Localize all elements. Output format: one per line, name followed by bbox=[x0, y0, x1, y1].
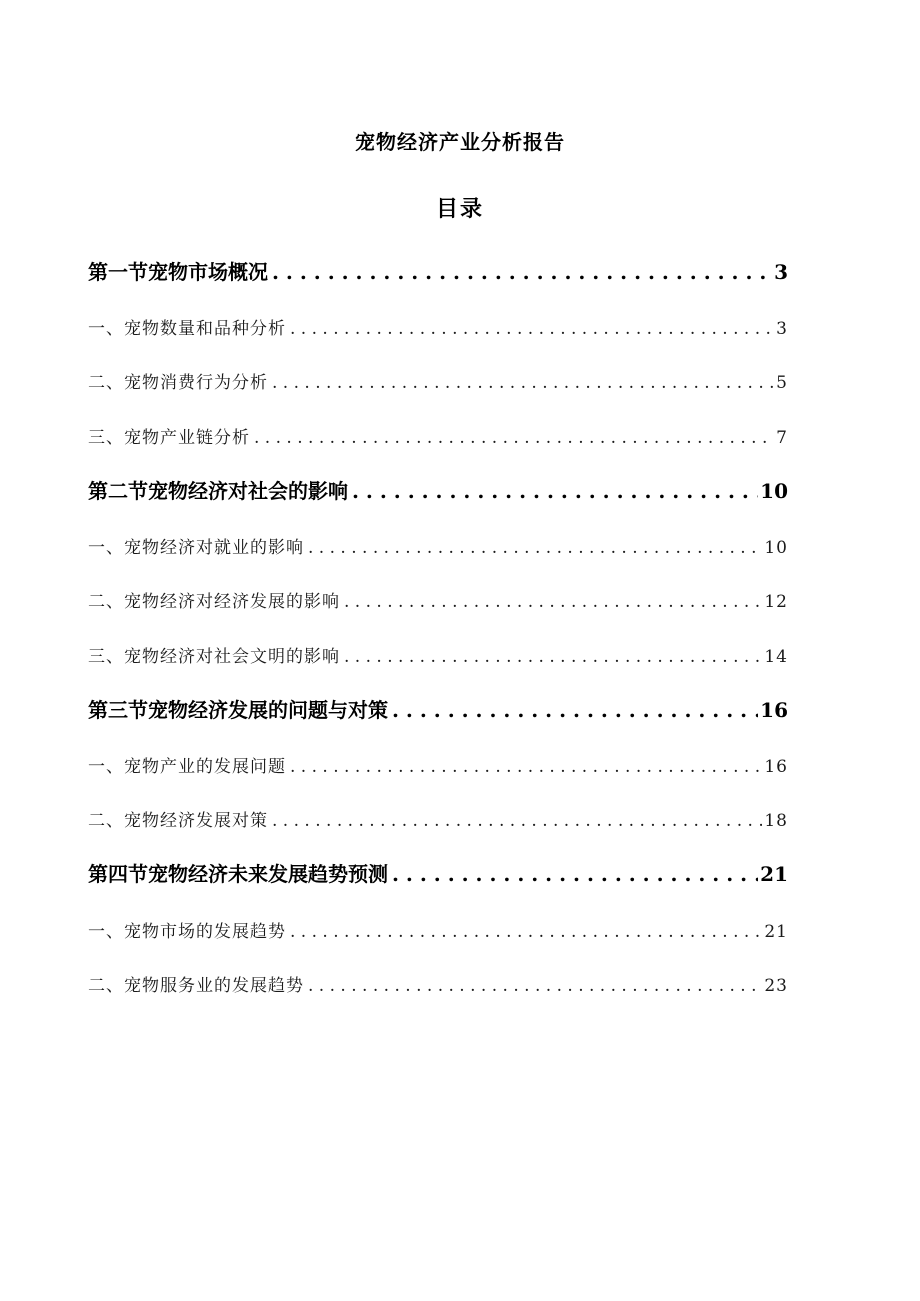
toc-entry-section-1[interactable] bbox=[88, 256, 788, 285]
toc-heading: 目录 bbox=[435, 196, 484, 222]
toc-entry-page: 18 bbox=[764, 811, 788, 831]
toc-entry-label: 一、宠物数量和品种分析 bbox=[88, 319, 286, 339]
toc-entry-subsection-2-1[interactable] bbox=[88, 533, 788, 558]
toc-entry-label: 二、宠物消费行为分析 bbox=[88, 373, 268, 393]
toc-dot-leader bbox=[392, 862, 758, 886]
toc-entry-page: 14 bbox=[764, 647, 788, 667]
toc-dot-leader bbox=[344, 592, 762, 612]
toc-entry-subsection-2-2[interactable] bbox=[88, 587, 788, 612]
toc-entry-page: 7 bbox=[776, 428, 788, 448]
toc-dot-leader bbox=[290, 922, 762, 942]
toc-entry-section-4[interactable] bbox=[88, 858, 788, 887]
toc-entry-label: 一、宠物产业的发展问题 bbox=[88, 757, 286, 777]
document-title: 宠物经济产业分析报告 bbox=[355, 130, 565, 154]
toc-entry-subsection-3-2[interactable] bbox=[88, 806, 788, 831]
toc-dot-leader bbox=[392, 698, 758, 722]
toc-entry-subsection-1-3[interactable] bbox=[88, 423, 788, 448]
toc-entry-subsection-3-1[interactable] bbox=[88, 752, 788, 777]
toc-entry-page: 23 bbox=[764, 976, 788, 996]
toc-dot-leader bbox=[352, 479, 758, 503]
toc-entry-label: 二、宠物服务业的发展趋势 bbox=[88, 976, 304, 996]
toc-entry-subsection-1-2[interactable] bbox=[88, 368, 788, 393]
toc-entry-subsection-4-1[interactable] bbox=[88, 917, 788, 942]
toc-entry-page: 16 bbox=[760, 698, 788, 722]
toc-dot-leader bbox=[272, 373, 774, 393]
toc-entry-label: 三、宠物产业链分析 bbox=[88, 428, 250, 448]
toc-dot-leader bbox=[254, 428, 774, 448]
toc-entry-section-2[interactable] bbox=[88, 475, 788, 504]
toc-dot-leader bbox=[272, 811, 762, 831]
toc-dot-leader bbox=[290, 319, 774, 339]
toc-dot-leader bbox=[290, 757, 762, 777]
toc-entry-label: 第三节宠物经济发展的问题与对策 bbox=[88, 698, 388, 722]
toc-entry-label: 一、宠物经济对就业的影响 bbox=[88, 538, 304, 558]
toc-entry-page: 3 bbox=[774, 260, 788, 284]
toc-entry-page: 21 bbox=[764, 922, 788, 942]
toc-entry-label: 第一节宠物市场概况 bbox=[88, 260, 268, 284]
toc-entry-page: 16 bbox=[764, 757, 788, 777]
toc-entry-label: 第四节宠物经济未来发展趋势预测 bbox=[88, 862, 388, 886]
toc-entry-label: 第二节宠物经济对社会的影响 bbox=[88, 479, 348, 503]
toc-entry-subsection-2-3[interactable] bbox=[88, 642, 788, 667]
toc-dot-leader bbox=[308, 976, 762, 996]
toc-dot-leader bbox=[308, 538, 762, 558]
toc-entry-label: 一、宠物市场的发展趋势 bbox=[88, 922, 286, 942]
toc-entry-label: 二、宠物经济发展对策 bbox=[88, 811, 268, 831]
toc-entry-page: 3 bbox=[776, 319, 788, 339]
toc-entry-page: 21 bbox=[760, 862, 788, 886]
toc-entry-subsection-1-1[interactable] bbox=[88, 314, 788, 339]
toc-entry-label: 二、宠物经济对经济发展的影响 bbox=[88, 592, 340, 612]
toc-entry-section-3[interactable] bbox=[88, 694, 788, 723]
toc-entry-page: 10 bbox=[764, 538, 788, 558]
toc-entry-page: 10 bbox=[760, 479, 788, 503]
toc-dot-leader bbox=[272, 260, 772, 284]
toc-entry-page: 12 bbox=[764, 592, 788, 612]
toc-entry-page: 5 bbox=[776, 373, 788, 393]
toc-entry-subsection-4-2[interactable] bbox=[88, 971, 788, 996]
toc-dot-leader bbox=[344, 647, 762, 667]
toc-entry-label: 三、宠物经济对社会文明的影响 bbox=[88, 647, 340, 667]
